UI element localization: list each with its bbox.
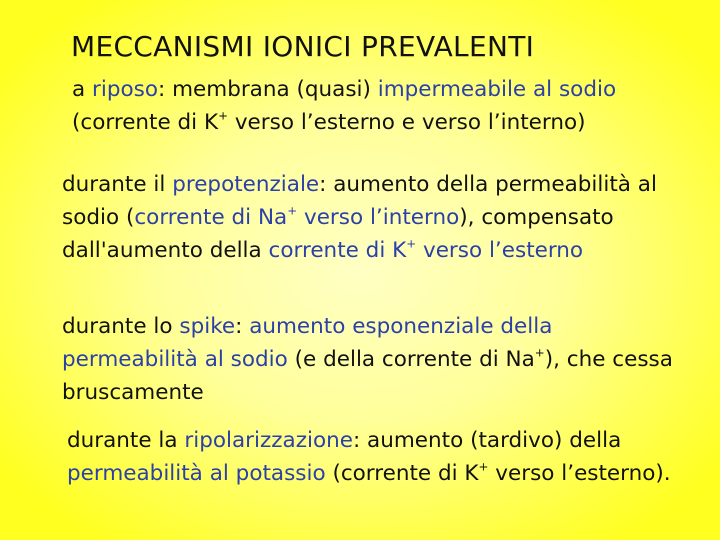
paragraph-riposo bbox=[72, 73, 672, 139]
highlighted-text: corrente di K bbox=[268, 238, 407, 263]
paragraph-text: ), che cessa bruscamente bbox=[62, 347, 673, 405]
paragraph-text: (corrente di K bbox=[72, 110, 219, 135]
highlighted-text: aumento esponenziale della permeabilità al sodio bbox=[62, 314, 553, 372]
highlighted-text: riposo bbox=[92, 77, 158, 102]
paragraph-text: + bbox=[478, 459, 489, 474]
paragraph-ripolarizzazione bbox=[67, 424, 707, 490]
highlighted-text: spike bbox=[179, 314, 236, 339]
paragraph-text: (corrente di K bbox=[325, 461, 479, 486]
paragraph-text: verso l’esterno e verso l’interno) bbox=[228, 110, 586, 135]
highlighted-text: ripolarizzazione bbox=[184, 428, 353, 453]
highlighted-text: + bbox=[406, 236, 417, 251]
paragraph-text: verso l’esterno). bbox=[488, 461, 671, 486]
paragraph-text: durante lo bbox=[62, 314, 180, 339]
paragraph-text: a bbox=[72, 77, 93, 102]
paragraph-text: durante il bbox=[62, 172, 173, 197]
paragraph-prepotenziale bbox=[62, 168, 682, 267]
paragraph-text: : bbox=[235, 314, 250, 339]
paragraph-text: (e della corrente di Na bbox=[287, 347, 535, 372]
paragraph-text: : membrana (quasi) bbox=[158, 77, 378, 102]
slide-title: MECCANISMI IONICI PREVALENTI bbox=[71, 30, 535, 63]
highlighted-text: impermeabile al sodio bbox=[377, 77, 617, 102]
highlighted-text: corrente di Na bbox=[134, 205, 288, 230]
paragraph-text: + bbox=[218, 108, 228, 123]
paragraph-spike bbox=[62, 310, 682, 409]
highlighted-text: prepotenziale bbox=[172, 172, 320, 197]
highlighted-text: verso l’interno bbox=[297, 205, 460, 230]
highlighted-text: verso l’esterno bbox=[416, 238, 584, 263]
paragraph-text: durante la bbox=[67, 428, 185, 453]
paragraph-text: + bbox=[534, 345, 545, 360]
highlighted-text: permeabilità al potassio bbox=[67, 461, 326, 486]
paragraph-text: : aumento della permeabilità al sodio ( bbox=[62, 172, 657, 230]
paragraph-text: : aumento (tardivo) della bbox=[352, 428, 622, 453]
highlighted-text: + bbox=[287, 203, 298, 218]
paragraph-text: ), compensato dall'aumento della bbox=[62, 205, 614, 263]
